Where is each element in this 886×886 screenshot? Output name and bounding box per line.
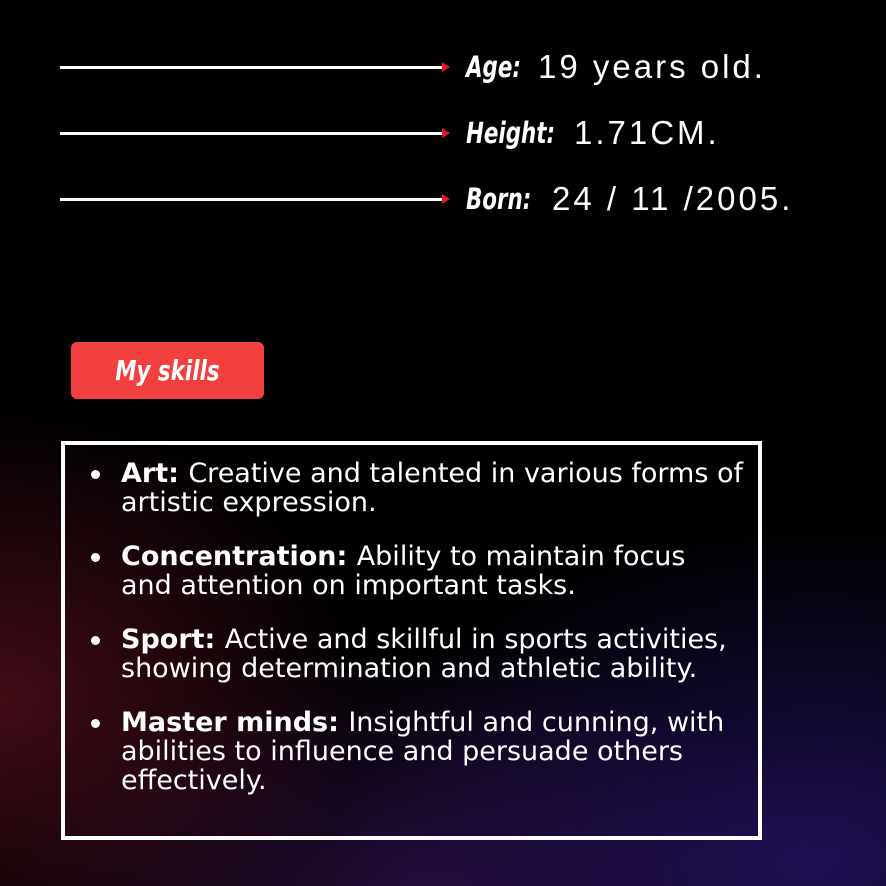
height-label: Height:	[466, 116, 556, 150]
skill-name: Sport:	[121, 624, 225, 655]
info-row-born	[60, 179, 793, 219]
info-row-age	[60, 47, 766, 87]
age-value: 19 years old.	[538, 48, 766, 85]
born-label: Born:	[466, 182, 532, 216]
arrow-right-icon	[60, 132, 444, 135]
height-value: 1.71CM.	[574, 114, 720, 151]
age-label: Age:	[466, 50, 521, 84]
skill-name: Master minds:	[121, 707, 349, 738]
skill-description: Ability to maintain focus and attention on important tasks.	[121, 541, 686, 601]
skill-item-sport	[65, 625, 758, 683]
skill-item-master-minds	[65, 708, 758, 795]
skill-description: Active and skillful in sports activities, showing determination and athletic ability.	[121, 624, 727, 684]
born-value: 24 / 11 /2005.	[552, 180, 794, 217]
bullet-icon	[91, 719, 100, 728]
info-row-height	[60, 113, 720, 153]
arrow-right-icon	[60, 198, 444, 201]
skill-name: Art:	[121, 458, 189, 489]
skill-name: Concentration:	[121, 541, 357, 572]
bullet-icon	[91, 470, 100, 479]
bullet-icon	[91, 636, 100, 645]
bullet-icon	[91, 553, 100, 562]
skill-description: Creative and talented in various forms of artistic expression.	[121, 458, 743, 518]
skills-badge	[71, 342, 264, 399]
skills-badge-label: My skills	[115, 354, 220, 387]
skill-item-art	[65, 459, 758, 517]
arrow-right-icon	[60, 66, 444, 69]
skill-description: Insightful and cunning, with abilities to influence and persuade others effectively.	[121, 707, 725, 796]
skill-item-concentration	[65, 542, 758, 600]
skills-box	[61, 441, 762, 840]
skills-list	[65, 445, 758, 795]
